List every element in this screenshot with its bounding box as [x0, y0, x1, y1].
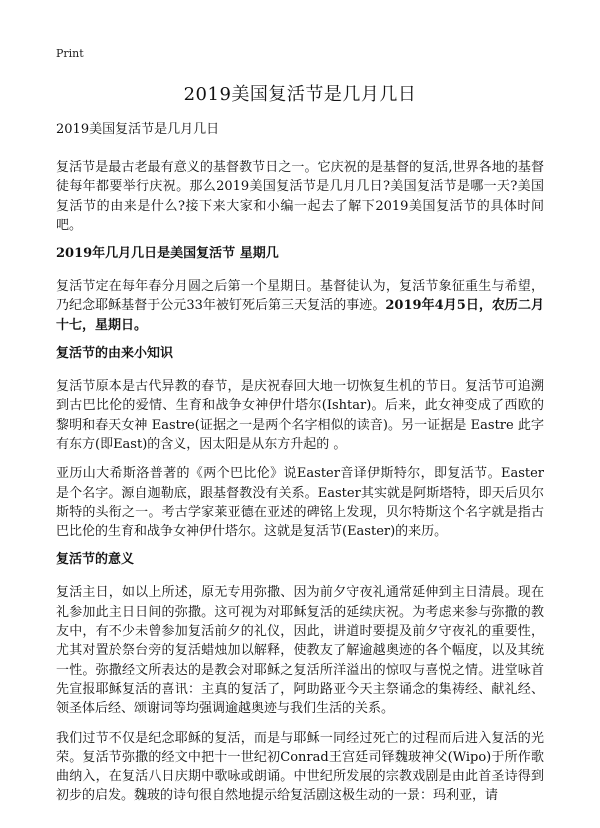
section-heading-origin: 复活节的由来小知识: [56, 346, 174, 362]
origin-paragraph-2: 亚历山大希斯洛普著的《两个巴比伦》说Easter音译伊斯特尔，即复活节。Easter是个名字。源自迦勒底，跟基督教没有关系。Easter其实就是阿斯塔特，即天后贝尔斯特的头衔之一。考古学家莱亚德在亚述的碑铭上发现，贝尔特斯这个名字就是指古巴比伦的生育和战争女神伊什塔尔。这就是复活节(Easter)的来历。: [56, 466, 544, 540]
date-paragraph: [56, 277, 544, 335]
section-heading-date: 2019年几月几日是美国复活节 星期几: [56, 246, 279, 262]
date-highlight: 2019年4月5日，农历二月十七，星期日。: [56, 298, 544, 333]
print-link[interactable]: Print: [56, 47, 84, 60]
article-subtitle: 2019美国复活节是几月几日: [56, 122, 220, 137]
meaning-paragraph-1: 复活主日，如以上所述，原无专用弥撒、因为前夕守夜礼通常延伸到主日清晨。现在礼参加此主日日间的弥撒。这可视为对耶稣复活的延续庆祝。为考虑来参与弥撒的教友中，有不少未曾参加复活前夕的礼仪，因此，讲道时要提及前夕守夜礼的重要性，尤其对置於祭台旁的复活蜡烛加以解释，使教友了解逾越奥迹的各个幅度，以及其统一性。弥撒经文所表达的是教会对耶稣之复活所洋溢出的惊叹与喜悦之情。进堂咏首先宣报耶稣复活的喜讯：主真的复活了，阿助路亚今天主祭诵念的集祷经、献礼经、领圣体后经、颂谢词等均强调逾越奥迹与我们生活的关系。: [56, 585, 544, 717]
intro-paragraph: 复活节是最古老最有意义的基督教节日之一。它庆祝的是基督的复活,世界各地的基督徒每年都要举行庆祝。那么2019美国复活节是几月几日?美国复活节是哪一天?美国复活节的由来是什么?接下来大家和小编一起去了解下2019美国复活节的具体时间吧。: [56, 160, 544, 233]
date-paragraph-text: 复活节定在每年春分月圆之后第一个星期日。基督徒认为，复活节象征重生与希望，乃纪念耶稣基督于公元33年被钉死后第三天复活的事迹。: [56, 279, 544, 314]
meaning-paragraph-2: 我们过节不仅是纪念耶稣的复活，而是与耶稣一同经过死亡的过程而后进入复活的光荣。复活节弥撒的经文中把十一世纪初Conrad王宫廷司铎魏玻神父(Wipo)于所作歌曲纳入，在复活八日庆期中歌咏或朗诵。中世纪所发展的宗教戏剧是由此首圣诗得到初步的启发。魏玻的诗句很自然地提示给复活剧这极生动的一景：玛利亚，请: [56, 730, 544, 804]
section-heading-meaning: 复活节的意义: [56, 552, 135, 568]
article-body: [56, 121, 544, 816]
origin-paragraph-1: 复活节原本是古代异教的春节，是庆祝春回大地一切恢复生机的节日。复活节可追溯到古巴比伦的爱情、生育和战争女神伊什塔尔(Ishtar)。后来，此女神变成了西欧的黎明和春天女神 Eastre(证据之一是两个名字相似的读音)。另一证据是 Eastre 此字有东方(即East)的含义，因太阳是从东方升起的 。: [56, 379, 544, 452]
page-title: 2019美国复活节是几月几日: [183, 84, 417, 105]
